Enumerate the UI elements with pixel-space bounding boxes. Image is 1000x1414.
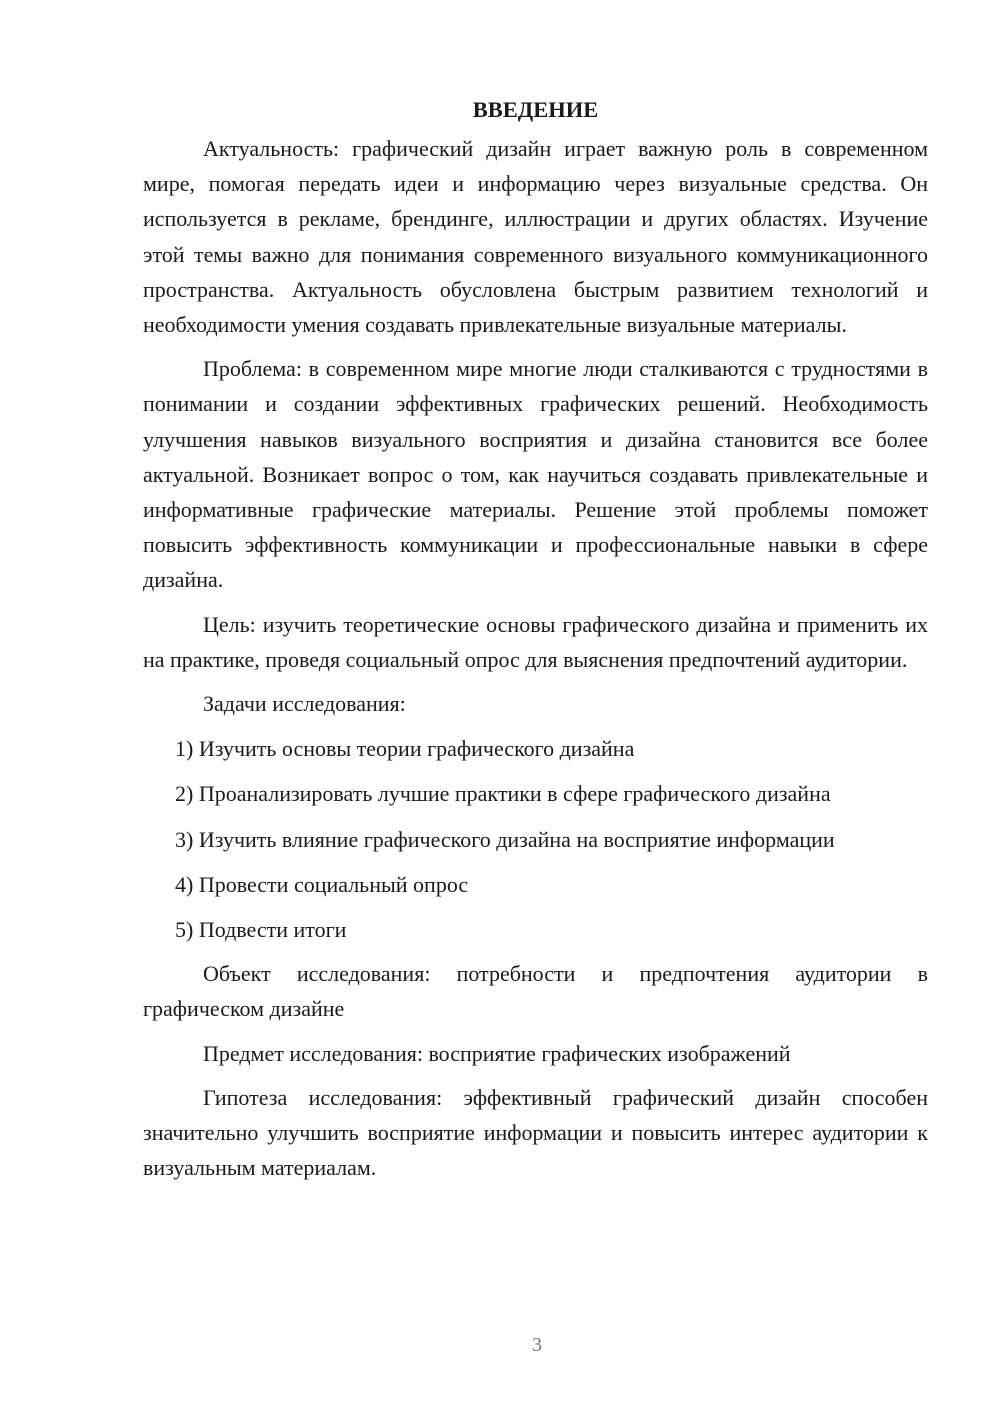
paragraph-problem: Проблема: в современном мире многие люди сталкиваются с трудностями в понимании и создании эффективных графических решений. Необходимость улучшения навыков визуального восприятия и дизайна становится все более актуальной. Возникает вопрос о том, как научиться создавать привлекательные и информативные графические материалы. Решение этой проблемы поможет повысить эффективность коммуникации и профессиональные навыки в сфере дизайна. — [143, 356, 928, 593]
page-title: ВВЕДЕНИЕ — [472, 97, 599, 122]
list-item: 1) Изучить основы теории графического дизайна — [175, 736, 635, 762]
list-item: 4) Провести социальный опрос — [175, 871, 469, 897]
page-number: 3 — [532, 1334, 542, 1356]
paragraph-hypothesis: Гипотеза исследования: эффективный графический дизайн способен значительно улучшить восприятие информации и повысить интерес аудитории к визуальным материалам. — [143, 1084, 928, 1181]
paragraph-goal: Цель: изучить теоретические основы графического дизайна и применить их на практике, проведя социальный опрос для выяснения предпочтений аудитории. — [143, 611, 928, 672]
document-page — [143, 96, 928, 1185]
list-item: 3) Изучить влияние графического дизайна на восприятие информации — [175, 826, 835, 852]
paragraph-relevance: Актуальность: графический дизайн играет важную роль в современном мире, помогая передать идеи и информацию через визуальные средства. Он используется в рекламе, брендинге, иллюстрации и других областях. Изучение этой темы важно для понимания современного визуального коммуникационного пространства. Актуальность обусловлена быстрым развитием технологий и необходимости умения создавать привлекательные визуальные материалы. — [143, 136, 928, 338]
paragraph-object: Объект исследования: потребности и предпочтения аудитории в графическом дизайне — [143, 961, 928, 1022]
list-item: 5) Подвести итоги — [175, 917, 347, 943]
tasks-list — [143, 731, 928, 947]
list-item: 2) Проанализировать лучшие практики в сфере графического дизайна — [175, 781, 831, 807]
tasks-title: Задачи исследования: — [203, 691, 406, 717]
paragraph-subject: Предмет исследования: восприятие графических изображений — [203, 1040, 791, 1066]
